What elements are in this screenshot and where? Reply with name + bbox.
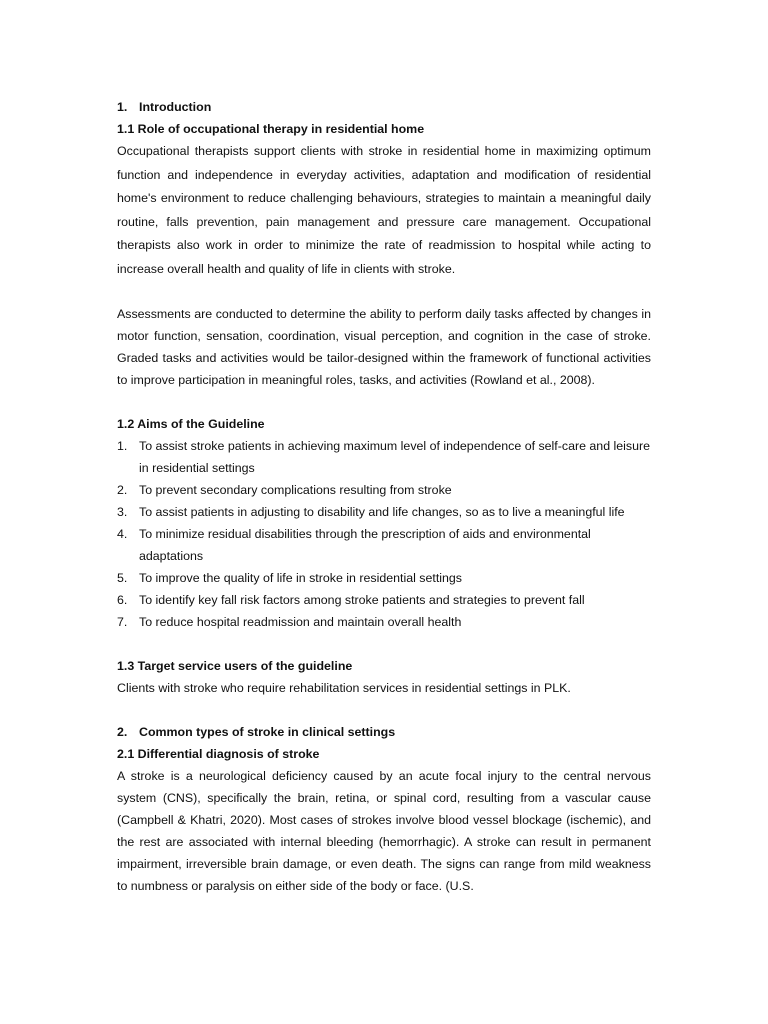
section-2-number: 2. bbox=[117, 725, 128, 739]
list-item bbox=[117, 611, 651, 633]
section-1-number: 1. bbox=[117, 100, 128, 114]
spacer bbox=[117, 281, 651, 303]
list-item-text: To prevent secondary complications resulting from stroke bbox=[139, 483, 452, 497]
section-1-title: Introduction bbox=[139, 100, 212, 114]
spacer bbox=[117, 699, 651, 721]
list-item-text: To improve the quality of life in stroke in residential settings bbox=[139, 571, 463, 585]
list-item-text: To reduce hospital readmission and maintain overall health bbox=[139, 615, 462, 629]
list-item bbox=[117, 567, 651, 589]
list-item-number: 5. bbox=[117, 571, 128, 585]
list-item bbox=[117, 501, 651, 523]
spacer bbox=[117, 633, 651, 655]
list-item-number: 3. bbox=[117, 505, 128, 519]
list-item-text: To identify key fall risk factors among stroke patients and strategies to prevent fall bbox=[139, 593, 585, 607]
spacer bbox=[117, 391, 651, 413]
list-item-number: 7. bbox=[117, 615, 128, 629]
list-item-number: 6. bbox=[117, 593, 128, 607]
list-item bbox=[117, 523, 651, 567]
list-item bbox=[117, 479, 651, 501]
section-1-2-heading: 1.2 Aims of the Guideline bbox=[117, 417, 265, 431]
section-1-1-paragraph-2: Assessments are conducted to determine the ability to perform daily tasks affected by changes in motor function, sensation, coordination, visual perception, and cognition in the case of stroke. Graded tasks and activities would be tailor-designed within the framework of functional activities to improve participation in meaningful roles, tasks, and activities (Rowland et al., 2008). bbox=[117, 307, 651, 387]
section-2-1-paragraph: A stroke is a neurological deficiency caused by an acute focal injury to the central nervous system (CNS), specifically the brain, retina, or spinal cord, resulting from a vascular cause (Campbell & Khatri, 2020). Most cases of strokes involve blood vessel blockage (ischemic), and the rest are associated with internal bleeding (hemorrhagic). A stroke can result in permanent impairment, irreversible brain damage, or even death. The signs can range from mild weakness to numbness or paralysis on either side of the body or face. (U.S. bbox=[117, 769, 651, 893]
list-item-text: To minimize residual disabilities through the prescription of aids and environmental adaptations bbox=[139, 527, 591, 563]
section-1-heading bbox=[117, 96, 651, 118]
list-item bbox=[117, 435, 651, 479]
section-2-title: Common types of stroke in clinical settings bbox=[139, 725, 396, 739]
document-page bbox=[117, 96, 651, 897]
list-item-number: 1. bbox=[117, 439, 128, 453]
section-1-3-paragraph: Clients with stroke who require rehabilitation services in residential settings in PLK. bbox=[117, 681, 571, 695]
section-1-3-heading: 1.3 Target service users of the guideline bbox=[117, 659, 353, 673]
aims-list bbox=[117, 435, 651, 633]
section-1-1-paragraph-1: Occupational therapists support clients with stroke in residential home in maximizing optimum function and independence in everyday activities, adaptation and modification of residential home's environment to reduce challenging behaviours, strategies to maintain a meaningful daily routine, falls prevention, pain management and pressure care management. Occupational therapists also work in order to minimize the rate of readmission to hospital while acting to increase overall health and quality of life in clients with stroke. bbox=[117, 144, 651, 276]
list-item-text: To assist patients in adjusting to disability and life changes, so as to live a meaningful life bbox=[139, 505, 625, 519]
list-item-number: 2. bbox=[117, 483, 128, 497]
list-item bbox=[117, 589, 651, 611]
section-2-1-heading: 2.1 Differential diagnosis of stroke bbox=[117, 747, 320, 761]
section-1-1-heading: 1.1 Role of occupational therapy in residential home bbox=[117, 122, 425, 136]
list-item-text: To assist stroke patients in achieving maximum level of independence of self-care and leisure in residential settings bbox=[139, 439, 651, 475]
section-2-heading bbox=[117, 721, 651, 743]
list-item-number: 4. bbox=[117, 527, 128, 541]
